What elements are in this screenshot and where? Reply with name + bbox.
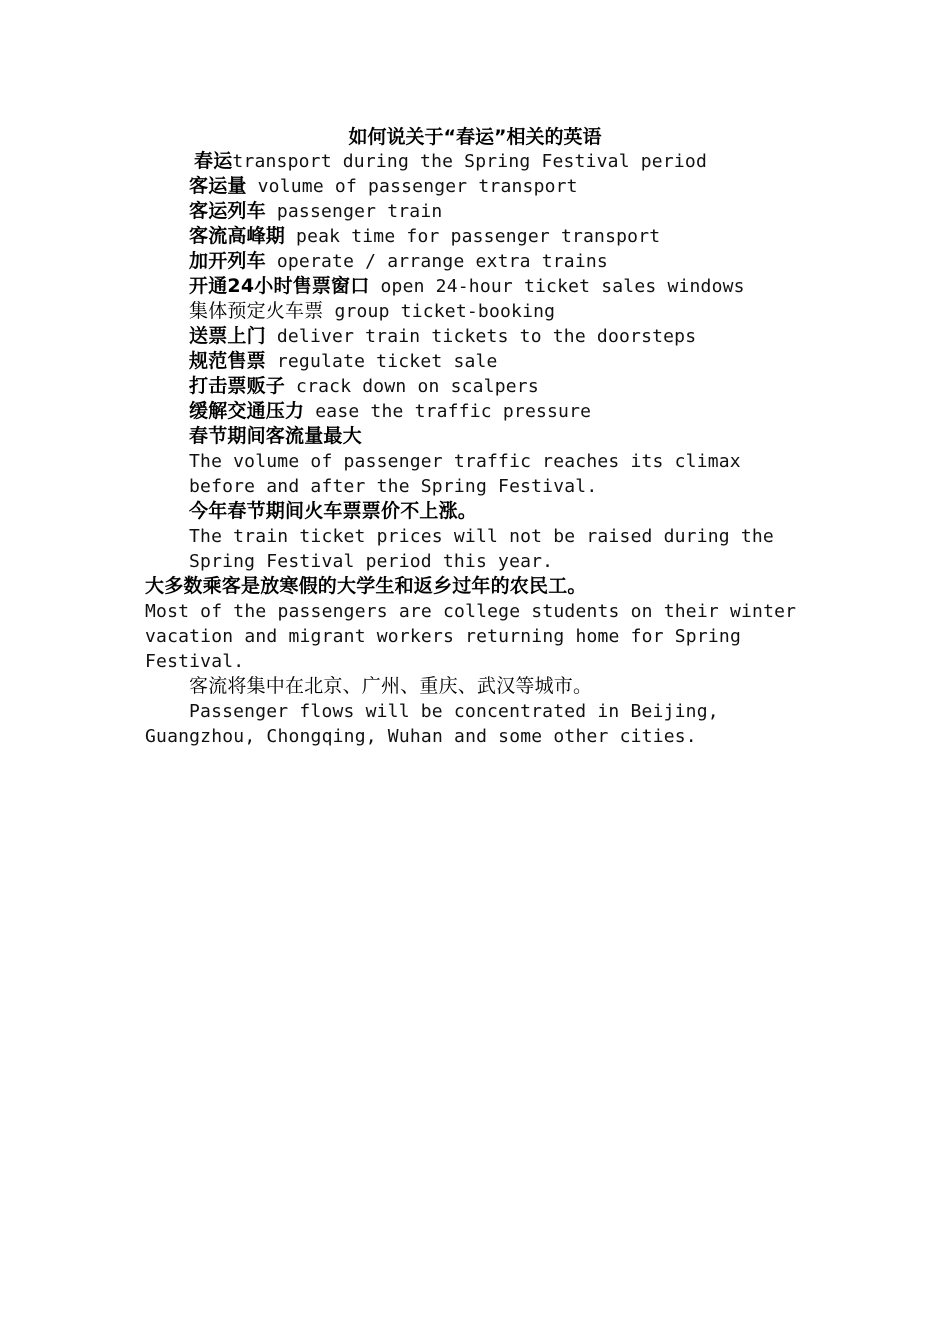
- term-row: [189, 299, 555, 324]
- term-english: open 24-hour ticket sales windows: [369, 276, 745, 297]
- sentence-chinese: 今年春节期间火车票票价不上涨。: [189, 500, 478, 522]
- term-chinese: 缓解交通压力: [189, 400, 305, 422]
- sentence-english: before and after the Spring Festival.: [189, 476, 598, 497]
- sentence-english: Passenger flows will be concentrated in Beijing,: [189, 701, 719, 722]
- term-row: [189, 249, 608, 274]
- term-english: transport during the Spring Festival period: [232, 151, 707, 172]
- term-chinese: 规范售票: [189, 350, 266, 372]
- term-english: group ticket-booking: [323, 301, 556, 322]
- term-chinese: 打击票贩子: [189, 375, 286, 397]
- term-english: crack down on scalpers: [285, 376, 539, 397]
- term-row: [189, 224, 660, 249]
- sentence-english: Most of the passengers are college students on their winter: [145, 601, 797, 622]
- term-chinese: 春运: [194, 150, 233, 172]
- term-row: [189, 274, 745, 299]
- term-english: deliver train tickets to the doorsteps: [265, 326, 697, 347]
- term-chinese: 客运列车: [189, 200, 266, 222]
- term-row: [189, 399, 591, 424]
- term-chinese: 客运量: [189, 175, 247, 197]
- sentence-english: Spring Festival period this year.: [189, 551, 554, 572]
- sentence-english: vacation and migrant workers returning home for Spring: [145, 626, 741, 647]
- term-row: [189, 324, 696, 349]
- term-chinese: 加开列车: [189, 250, 266, 272]
- page-title: 如何说关于“春运”相关的英语: [348, 126, 602, 148]
- term-english: ease the traffic pressure: [304, 401, 592, 422]
- term-chinese: 客流高峰期: [189, 225, 286, 247]
- sentence-chinese: 客流将集中在北京、广州、重庆、武汉等城市。: [189, 675, 593, 697]
- sentence-chinese: 大多数乘客是放寒假的大学生和返乡过年的农民工。: [145, 575, 587, 597]
- sentence-english: The train ticket prices will not be raised during the: [189, 526, 774, 547]
- sentence-chinese: 春节期间客流量最大: [189, 425, 362, 447]
- sentence-english: Guangzhou, Chongqing, Wuhan and some other cities.: [145, 726, 697, 747]
- term-english: volume of passenger transport: [246, 176, 578, 197]
- term-row: [189, 374, 539, 399]
- term-english: passenger train: [265, 201, 443, 222]
- term-row: [189, 174, 578, 199]
- term-row: [189, 349, 498, 374]
- sentence-english: The volume of passenger traffic reaches its climax: [189, 451, 741, 472]
- term-english: peak time for passenger transport: [285, 226, 661, 247]
- term-row: [194, 149, 707, 174]
- term-row: [189, 199, 442, 224]
- term-chinese: 开通24小时售票窗口: [189, 275, 370, 297]
- term-english: regulate ticket sale: [265, 351, 498, 372]
- sentence-english: Festival.: [145, 651, 245, 672]
- term-chinese: 集体预定火车票: [189, 300, 324, 322]
- term-english: operate / arrange extra trains: [265, 251, 608, 272]
- term-chinese: 送票上门: [189, 325, 266, 347]
